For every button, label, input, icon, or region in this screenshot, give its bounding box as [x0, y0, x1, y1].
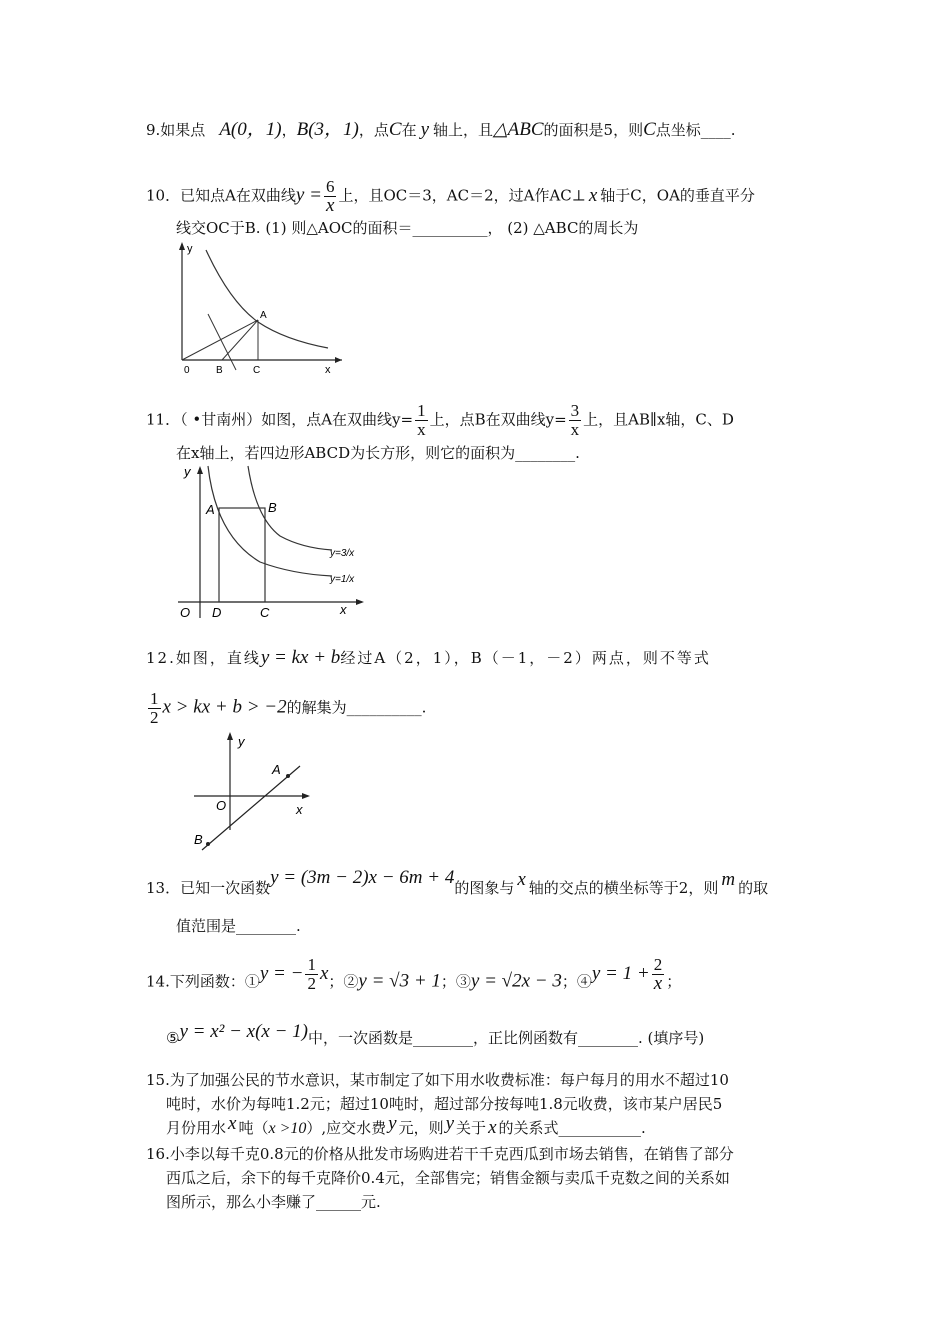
q11-line1 [146, 402, 734, 439]
q9-suffix: 点坐标____. [655, 121, 736, 139]
q12-func: y = kx + b [260, 647, 341, 668]
q11-label-d: D [212, 605, 222, 620]
q9-y: y [420, 119, 430, 140]
q14-f4-frac [652, 956, 665, 993]
q15-line3 [166, 1113, 646, 1139]
q12-inequality: x > kx + b > −2 [162, 696, 287, 718]
q14-line1 [146, 955, 682, 1001]
q10-label-a: A [260, 310, 267, 321]
q10-prefix: 10．已知点A在双曲线 [146, 186, 296, 205]
q14-p5: ⑤ [166, 1029, 180, 1047]
q11-frac1 [415, 402, 428, 439]
q9-prefix: 9.如果点 [146, 121, 206, 139]
q12-label-x: x [296, 802, 303, 817]
q9-point-a: A(0，1) [219, 119, 282, 140]
q11-label-o: O [180, 605, 191, 620]
q11-f1: y= [392, 410, 414, 429]
q11-label-curve3: y=3/x [330, 548, 355, 559]
q10-figure [170, 240, 345, 379]
q13-mid: 的图象与 [454, 879, 515, 897]
q11-label-c: C [260, 605, 270, 620]
q10-segment-ba [222, 320, 258, 360]
q10-suffix: 轴于C，OA的垂直平分 [600, 186, 755, 205]
q14-sep3: ；④ [561, 972, 592, 991]
q15-text-b: 吨（ [238, 1119, 269, 1137]
q9-c2: C [643, 119, 656, 140]
q11-label-a: A [206, 502, 215, 517]
q9-triangle: △ABC [493, 119, 544, 140]
q13-suffix: 的取 [738, 879, 769, 897]
q10-perp-bisector [208, 314, 236, 370]
q11-frac2-num: 3 [570, 401, 580, 420]
q13-func: y = (3m − 2)x − 6m + 4 [270, 867, 455, 888]
q11-frac1-den: x [417, 420, 426, 439]
q14-suffix: 中，一次函数是________，正比例函数有________. (填序号) [308, 1029, 705, 1047]
q12-frac [148, 690, 161, 727]
q14-f1-num: 1 [307, 955, 316, 974]
q14-f1-den: 2 [307, 974, 316, 993]
q10-label-c: C [253, 365, 261, 375]
q11-prefix: 11．（ •甘南州）如图，点A在双曲线 [146, 410, 393, 429]
q9-text1: ，点 [358, 121, 389, 139]
q11-suffix: 上，且AB∥x轴，C、D [583, 410, 734, 429]
q12-figure [190, 730, 320, 864]
q10-x: x [588, 184, 598, 206]
q10-label-o: 0 [184, 365, 190, 375]
q9-line: 9.如果点 A(0，1)，B(3，1)，点C在 y 轴上，且△ABC的面积是5，则C点坐标____. [146, 119, 736, 140]
q10-frac-num: 6 [325, 177, 335, 196]
q12-label-y: y [238, 734, 245, 749]
q12-label-b: B [194, 832, 203, 847]
q11-label-x: x [340, 602, 347, 617]
q12-point-a [286, 774, 290, 778]
q14-f1a: y = − [259, 962, 304, 984]
q16-line3: 图所示，那么小李赚了______元. [166, 1193, 381, 1211]
q11-label-curve1: y=1/x [330, 574, 355, 585]
q11-label-y: y [184, 464, 191, 479]
q14-f2: y = √3 + 1 [358, 970, 441, 992]
q11-f2: y= [545, 410, 567, 429]
q10-label-y: y [187, 243, 193, 255]
q15-y2: y [445, 1113, 455, 1134]
q13-line1 [146, 867, 769, 898]
q12-suffix: 的解集为__________. [286, 698, 427, 717]
q11-line2: 在x轴上，若四边形ABCD为长方形，则它的面积为________. [176, 444, 580, 462]
q10-label-x: x [325, 364, 331, 375]
q15-line1: 15.为了加强公民的节水意识，某市制定了如下用水收费标准：每户每月的用水不超过10 [146, 1071, 729, 1089]
q10-line1 [146, 178, 755, 215]
q10-line2: 线交OC于B. (1) 则△AOC的面积＝__________， (2) △ABC的周长为 [176, 219, 639, 237]
q14-f4-den: x [653, 973, 663, 994]
q15-x2: x [488, 1117, 497, 1138]
q14-sep4: ； [666, 972, 682, 991]
q14-line2 [166, 1021, 705, 1048]
q13-m: m [721, 869, 736, 890]
q14-sep2: ；③ [440, 972, 471, 991]
q11-curve-1x [208, 466, 332, 576]
q14-f4-num: 2 [653, 955, 663, 974]
q16-line2: 西瓜之后，余下的每千克降价0.4元，全部售完；销售金额与卖瓜千克数之间的关系如 [166, 1169, 730, 1187]
q14-f5: y = x² − x(x − 1) [179, 1021, 308, 1042]
q10-segment-oa [182, 320, 258, 360]
q15-text-d: 元，则 [398, 1119, 444, 1137]
q9-point-b: B(3，1) [296, 119, 359, 140]
q13-mid2: 轴的交点的横坐标等于2，则 [528, 879, 719, 897]
q14-f3: y = √2x − 3 [470, 970, 562, 992]
q15-text-a: 月份用水 [166, 1119, 227, 1137]
q10-hyperbola [206, 250, 328, 348]
q11-rectangle-abcd [219, 508, 265, 602]
q10-mid: 上，且OC＝3，AC＝2，过A作AC⊥ [338, 186, 586, 205]
q9-text2: 在 [401, 121, 417, 139]
q10-fraction [324, 178, 337, 215]
q13-prefix: 13．已知一次函数 [146, 879, 271, 897]
q16-line1: 16.小李以每千克0.8元的价格从批发市场购进若干千克西瓜到市场去销售，在销售了部分 [146, 1145, 734, 1163]
q12-line2 [146, 690, 426, 727]
q14-f4a: y = 1 + [591, 962, 650, 984]
q11-frac2-den: x [570, 420, 580, 439]
q9-c: C [388, 119, 402, 140]
q9-text4: 的面积是5，则 [543, 121, 644, 139]
q15-x: x [228, 1113, 237, 1134]
q15-condition: x >10 [268, 1120, 307, 1137]
q13-x: x [517, 869, 526, 890]
q12-rest: 经过A（2，1），B（－1，－2）两点，则不等式 [340, 649, 711, 667]
q12-line1 [146, 648, 711, 668]
q14-sep1: ；② [328, 972, 359, 991]
q12-label-o: O [216, 798, 227, 813]
q11-figure [172, 462, 372, 626]
q12-prefix: 12.如图，直线 [146, 649, 261, 667]
q11-frac2 [569, 402, 582, 439]
q12-frac-num: 1 [150, 689, 159, 708]
q12-label-a: A [272, 762, 281, 777]
q11-mid: 上，点B在双曲线 [429, 410, 546, 429]
q9-text3: 轴上，且 [433, 121, 494, 139]
q10-frac-den: x [325, 195, 335, 216]
q15-text-f: 的关系式___________. [498, 1119, 646, 1137]
q15-text-e: 关于 [456, 1119, 487, 1137]
q14-f1b: x [319, 962, 329, 984]
q12-frac-den: 2 [150, 708, 159, 727]
q14-f1-frac [305, 956, 318, 993]
q15-line2: 吨时，水价为每吨1.2元；超过10吨时，超过部分按每吨1.8元收费，该市某户居民5 [166, 1095, 723, 1113]
q10-func-lhs: y = [295, 184, 322, 206]
q14-prefix: 14.下列函数：① [146, 972, 260, 991]
q12-point-b [206, 842, 210, 846]
q13-line2: 值范围是________. [176, 917, 301, 935]
q15-text-c: ）,应交水费 [306, 1119, 387, 1137]
q15-y: y [388, 1113, 397, 1134]
q11-label-b: B [268, 500, 277, 515]
q11-frac1-num: 1 [417, 401, 426, 420]
q10-label-b: B [216, 365, 223, 375]
